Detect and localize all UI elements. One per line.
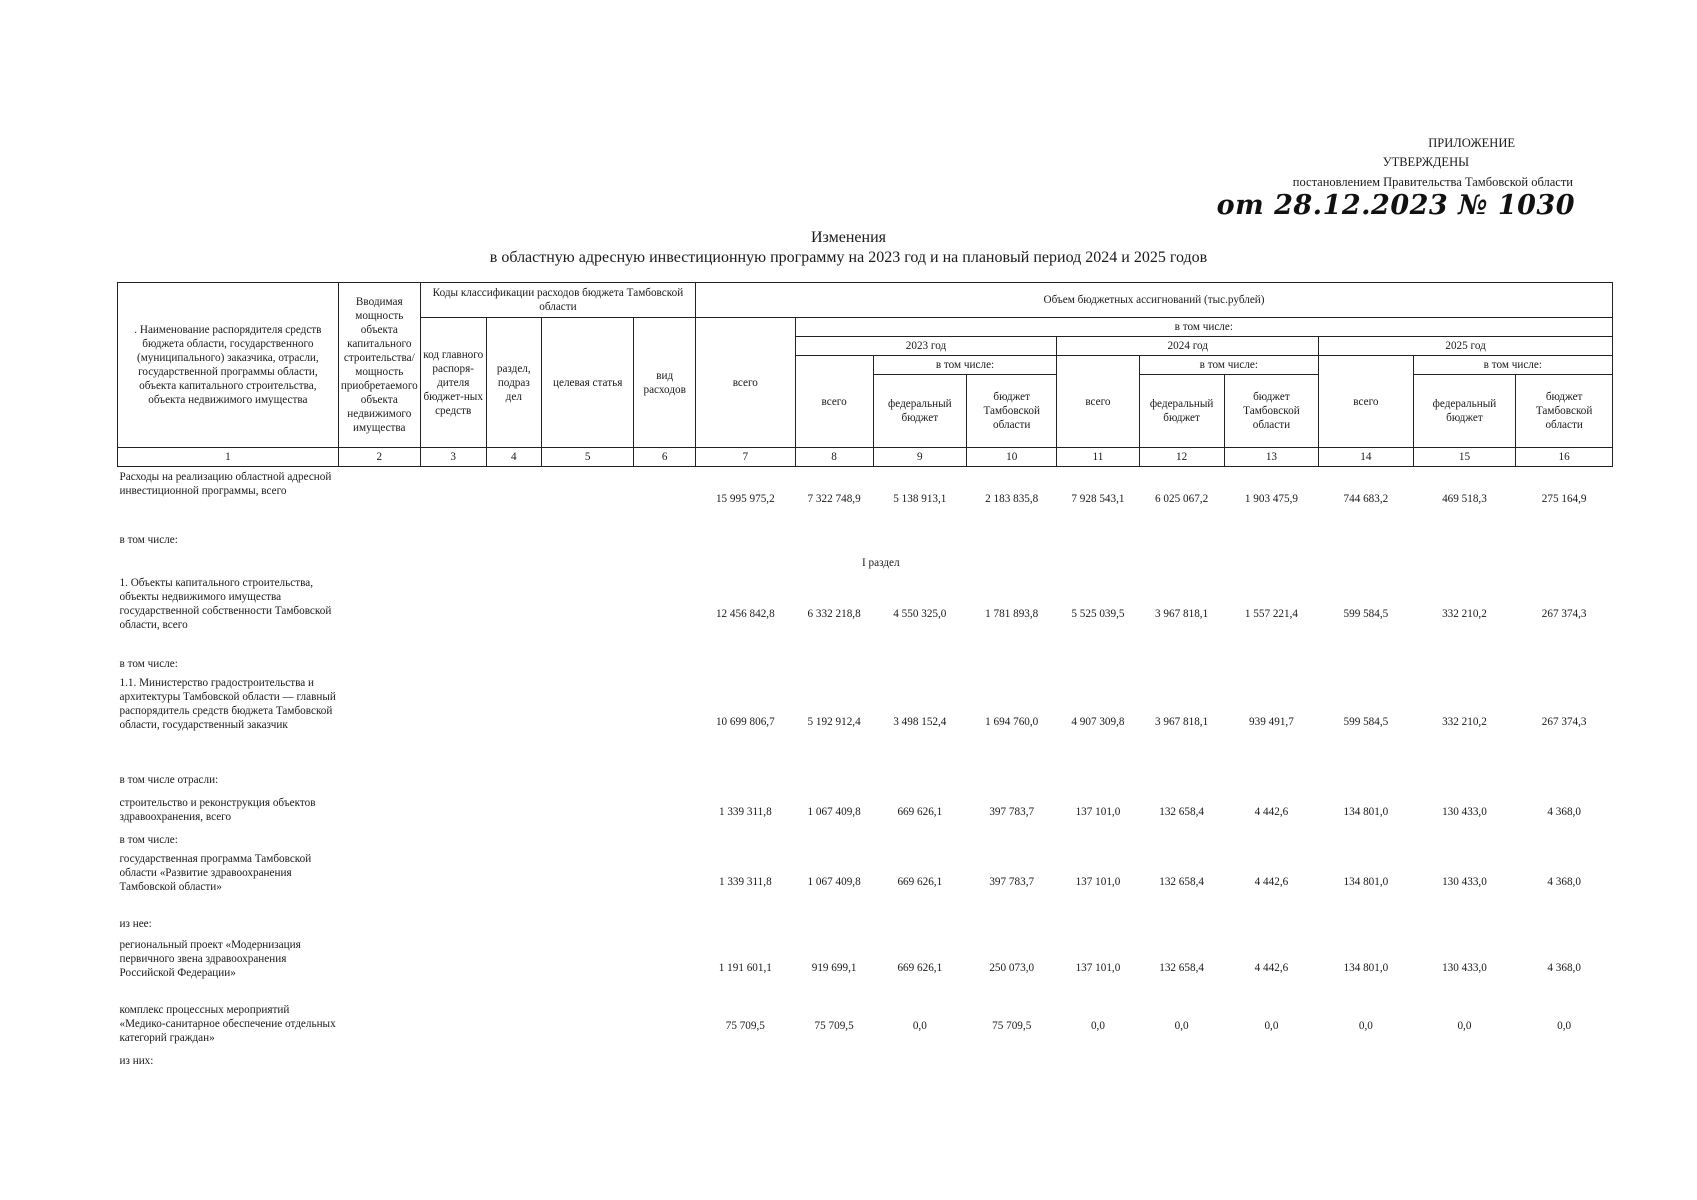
cell-value: 4 368,0: [1547, 875, 1581, 888]
cell-value: 1 339 311,8: [718, 875, 772, 888]
col-number: 8: [795, 448, 873, 467]
row-name: 1.1. Министерство градостроительства и архитектуры Тамбовской области — главный распорядитель средств бюджета Тамбовской области, государственный заказчик: [119, 677, 336, 731]
cell-value: 4 442,6: [1254, 805, 1289, 818]
cell-value: 132 658,4: [1159, 875, 1204, 888]
cell-value: 599 584,5: [1343, 607, 1389, 620]
cell-value: 669 626,1: [897, 805, 943, 818]
cell-value: 1 067 409,8: [807, 875, 861, 888]
column-number-row: [118, 448, 1613, 467]
header-2023-federal: федеральный бюджет: [873, 375, 966, 448]
cell-value: 130 433,0: [1442, 961, 1487, 974]
col-number: 15: [1413, 448, 1516, 467]
table-body: [118, 467, 1613, 1075]
cell-value: 397 783,7: [989, 875, 1035, 888]
cell-value: 919 699,1: [811, 961, 857, 974]
cell-value: 3 498 152,4: [893, 715, 947, 728]
col-number: 2: [338, 448, 420, 467]
table-row: [118, 770, 1613, 793]
cell-value: 4 907 309,8: [1071, 715, 1125, 728]
section-label: I раздел: [862, 557, 900, 569]
cell-value: 10 699 806,7: [715, 715, 775, 728]
cell-value: 669 626,1: [897, 875, 943, 888]
cell-value: 4 442,6: [1254, 961, 1289, 974]
col-number: 5: [542, 448, 634, 467]
table-row: [118, 467, 1613, 531]
col-number: 7: [696, 448, 796, 467]
header-2025-regional: бюджет Тамбовской области: [1516, 375, 1613, 448]
cell-value: 275 164,9: [1541, 492, 1587, 505]
col-number: 14: [1319, 448, 1413, 467]
header-codes-group: Коды классификации расходов бюджета Тамбовской области: [420, 283, 695, 318]
cell-value: 132 658,4: [1159, 961, 1204, 974]
header-2024-total: всего: [1057, 356, 1139, 448]
header-name: . Наименование распорядителя средств бюджета области, государственного (муниципального) заказчика, отрасли, государственной программы области, объекта капитального строительства, объекта недвижимого имущества: [118, 283, 339, 448]
cell-value: 1 903 475,9: [1244, 492, 1298, 505]
header-code-section: раздел, подраз дел: [486, 318, 541, 448]
header-volume-group: Объем бюджетных ассигнований (тыс.рублей): [696, 283, 1613, 318]
title-line-1: Изменения: [810, 229, 887, 246]
row-name: государственная программа Тамбовской области «Развитие здравоохранения Тамбовской области»: [119, 853, 312, 893]
table-row: [118, 673, 1613, 770]
col-number: 16: [1516, 448, 1613, 467]
cell-value: 5 192 912,4: [807, 715, 861, 728]
col-number: 3: [420, 448, 486, 467]
cell-value: 0,0: [1264, 1019, 1279, 1032]
cell-value: 137 101,0: [1075, 961, 1121, 974]
cell-value: 1 067 409,8: [807, 805, 861, 818]
cell-value: 0,0: [1557, 1019, 1572, 1032]
approval-resolution: постановлением Правительства Тамбовской области: [1292, 174, 1573, 189]
col-number: 4: [486, 448, 541, 467]
cell-value: 75 709,5: [814, 1019, 854, 1032]
cell-value: 5 525 039,5: [1071, 607, 1125, 620]
header-capacity: Вводимая мощность объекта капитального строительства/ мощность приобретаемого объекта недвижимого имущества: [338, 283, 420, 448]
cell-value: 6 332 218,8: [807, 607, 861, 620]
cell-value: 2 183 835,8: [985, 492, 1039, 505]
approval-block: [1243, 134, 1573, 192]
cell-value: 132 658,4: [1159, 805, 1204, 818]
header-2025-total: всего: [1319, 356, 1413, 448]
cell-value: 1 339 311,8: [718, 805, 772, 818]
cell-value: 669 626,1: [897, 961, 943, 974]
header-2023-including: в том числе:: [873, 356, 1057, 375]
cell-value: 267 374,3: [1541, 607, 1587, 620]
cell-value: 1 191 601,1: [718, 961, 772, 974]
cell-value: 397 783,7: [989, 805, 1035, 818]
table-row: [118, 935, 1613, 1000]
header-total: всего: [696, 318, 796, 448]
cell-value: 250 073,0: [989, 961, 1035, 974]
header-2024-including: в том числе:: [1139, 356, 1319, 375]
cell-value: 0,0: [1090, 1019, 1105, 1032]
cell-value: 12 456 842,8: [715, 607, 775, 620]
row-label: из нее:: [119, 918, 152, 930]
cell-value: 3 967 818,1: [1155, 607, 1209, 620]
cell-value: 5 138 913,1: [893, 492, 947, 505]
title-line-2: в областную адресную инвестиционную программу на 2023 год и на плановый период 2024 и 2025 годов: [489, 249, 1208, 266]
row-label: в том числе отрасли:: [119, 774, 219, 786]
header-2025-including: в том числе:: [1413, 356, 1612, 375]
cell-value: 3 967 818,1: [1155, 715, 1209, 728]
cell-value: 4 368,0: [1547, 805, 1581, 818]
cell-value: 0,0: [1174, 1019, 1189, 1032]
document-title: [0, 228, 1697, 268]
table-row: [118, 849, 1613, 914]
table-row: [118, 573, 1613, 654]
header-2024-federal: федеральный бюджет: [1139, 375, 1224, 448]
header-year-2024: 2024 год: [1057, 337, 1319, 356]
col-number: 13: [1224, 448, 1318, 467]
header-code-main: код главного распоря-дителя бюджет-ных средств: [420, 318, 486, 448]
cell-value: 130 433,0: [1442, 805, 1487, 818]
cell-value: 134 801,0: [1343, 961, 1389, 974]
table-row: [118, 1051, 1613, 1074]
table-row: [118, 830, 1613, 849]
cell-value: 4 442,6: [1254, 875, 1289, 888]
col-number: 12: [1139, 448, 1224, 467]
cell-value: 0,0: [1358, 1019, 1373, 1032]
cell-value: 137 101,0: [1075, 805, 1121, 818]
section-row: [118, 553, 1613, 573]
approval-appendix: ПРИЛОЖЕНИЕ: [1428, 136, 1515, 150]
header-code-type: вид расходов: [634, 318, 696, 448]
cell-value: 744 683,2: [1343, 492, 1389, 505]
cell-value: 75 709,5: [992, 1019, 1032, 1032]
header-year-2023: 2023 год: [795, 337, 1057, 356]
handwritten-date-number: от 28.12.2023 № 1030: [1216, 190, 1575, 221]
table-row: [118, 654, 1613, 673]
col-number: 9: [873, 448, 966, 467]
row-name: комплекс процессных мероприятий «Медико-санитарное обеспечение отдельных категорий граждан»: [119, 1004, 336, 1044]
row-name: строительство и реконструкция объектов здравоохранения, всего: [119, 797, 316, 823]
cell-value: 332 210,2: [1442, 715, 1487, 728]
header-2023-regional: бюджет Тамбовской области: [967, 375, 1057, 448]
table-row: [118, 1000, 1613, 1051]
cell-value: 4 550 325,0: [893, 607, 947, 620]
cell-value: 7 322 748,9: [807, 492, 861, 505]
cell-value: 15 995 975,2: [715, 492, 775, 505]
cell-value: 1 694 760,0: [985, 715, 1039, 728]
cell-value: 134 801,0: [1343, 805, 1389, 818]
cell-value: 134 801,0: [1343, 875, 1389, 888]
header-2025-federal: федеральный бюджет: [1413, 375, 1516, 448]
table-row: [118, 914, 1613, 935]
header-2023-total: всего: [795, 356, 873, 448]
row-name: региональный проект «Модернизация первичного звена здравоохранения Российской Федерации»: [119, 939, 301, 979]
cell-value: 4 368,0: [1547, 961, 1581, 974]
cell-value: 7 928 543,1: [1071, 492, 1125, 505]
header-code-target: целевая статья: [542, 318, 634, 448]
header-2024-regional: бюджет Тамбовской области: [1224, 375, 1318, 448]
row-label: в том числе:: [119, 834, 178, 846]
cell-value: 939 491,7: [1249, 715, 1294, 728]
cell-value: 137 101,0: [1075, 875, 1121, 888]
cell-value: 6 025 067,2: [1155, 492, 1209, 505]
cell-value: 599 584,5: [1343, 715, 1389, 728]
cell-value: 0,0: [1457, 1019, 1472, 1032]
cell-value: 75 709,5: [725, 1019, 765, 1032]
table-header: [118, 283, 1613, 467]
header-year-2025: 2025 год: [1319, 337, 1613, 356]
approval-approved: УТВЕРЖДЕНЫ: [1382, 155, 1469, 170]
cell-value: 0,0: [912, 1019, 927, 1032]
cell-value: 130 433,0: [1442, 875, 1487, 888]
table-row: [118, 793, 1613, 830]
cell-value: 267 374,3: [1541, 715, 1587, 728]
cell-value: 332 210,2: [1442, 607, 1487, 620]
row-label: в том числе:: [119, 534, 178, 546]
col-number: 6: [634, 448, 696, 467]
table-row: [118, 530, 1613, 553]
col-number: 11: [1057, 448, 1139, 467]
col-number: 10: [967, 448, 1057, 467]
cell-value: 469 518,3: [1442, 492, 1487, 505]
cell-value: 1 781 893,8: [985, 607, 1039, 620]
cell-value: 1 557 221,4: [1244, 607, 1298, 620]
row-name: Расходы на реализацию областной адресной инвестиционной программы, всего: [119, 471, 332, 497]
row-name: 1. Объекты капитального строительства, объекты недвижимого имущества государственной собственности Тамбовской области, всего: [119, 577, 332, 631]
budget-table: [117, 282, 1613, 1074]
row-label: в том числе:: [119, 658, 178, 670]
header-including: в том числе:: [795, 318, 1612, 337]
row-label: из них:: [119, 1055, 154, 1067]
col-number: 1: [118, 448, 339, 467]
